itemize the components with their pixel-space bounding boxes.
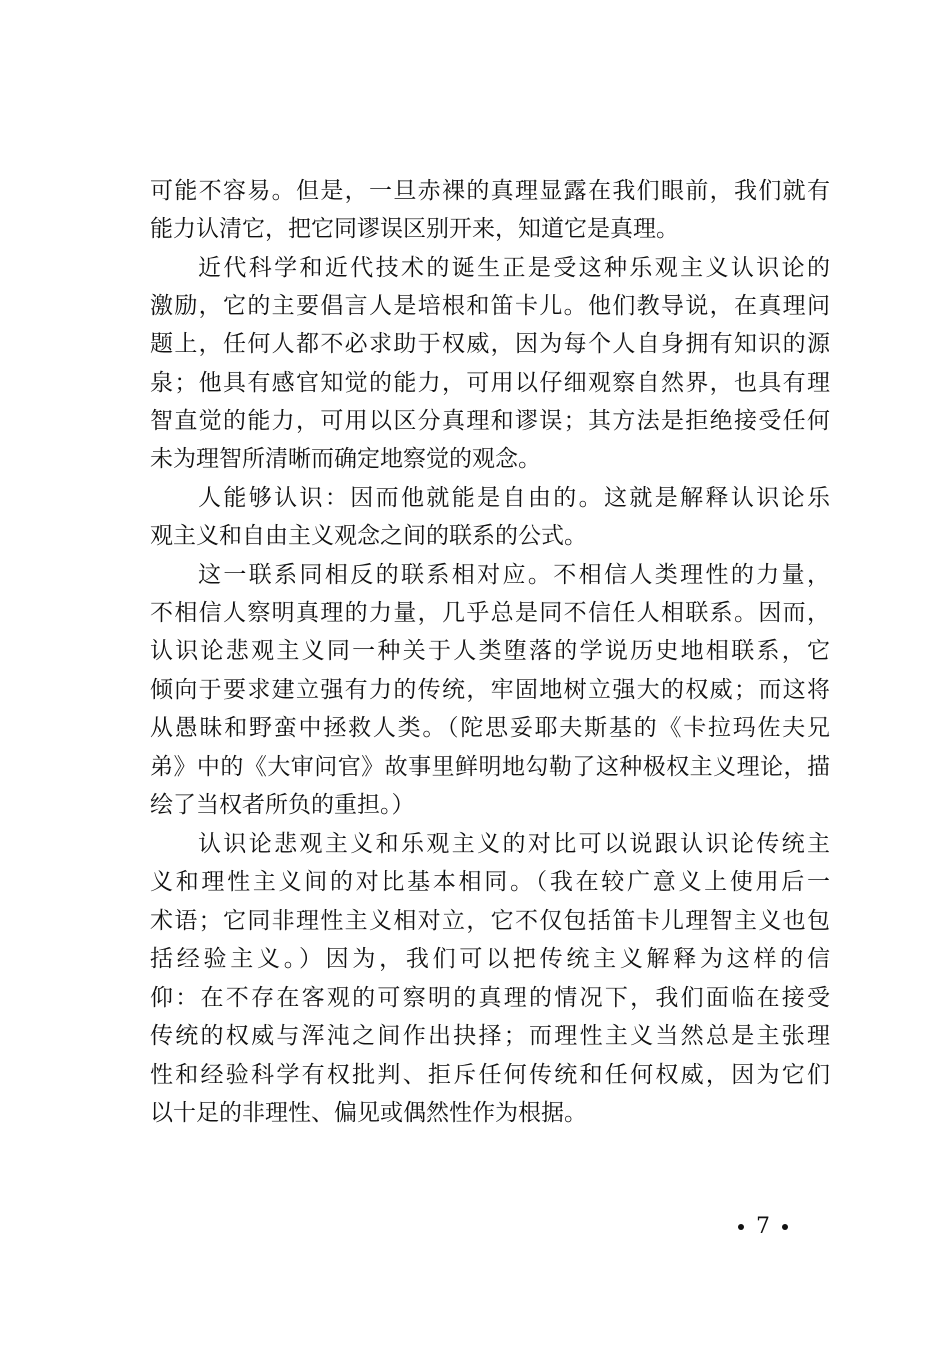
text-line: 义和理性主义间的对比基本相同。（我在较广意义上使用后一 xyxy=(150,869,830,895)
text-line: 未为理智所清晰而确定地察觉的观念。 xyxy=(150,446,541,472)
text-line: 认识论悲观主义和乐观主义的对比可以说跟认识论传统主 xyxy=(198,831,830,857)
page-number-value: 7 xyxy=(756,1214,770,1239)
bullet-dot-icon xyxy=(738,1224,744,1230)
text-line: 人能够认识：因而他就能是自由的。这就是解释认识论乐 xyxy=(198,485,830,511)
text-line: 仰：在不存在客观的可察明的真理的情况下，我们面临在接受 xyxy=(150,985,830,1011)
text-line: 绘了当权者所负的重担。） xyxy=(150,792,415,818)
text-line: 能力认清它，把它同谬误区别开来，知道它是真理。 xyxy=(150,216,679,242)
text-line: 不相信人察明真理的力量，几乎总是同不信任人相联系。因而， xyxy=(150,600,830,626)
text-line: 可能不容易。但是，一旦赤裸的真理显露在我们眼前，我们就有 xyxy=(150,178,830,204)
text-line: 术语；它同非理性主义相对立，它不仅包括笛卡儿理智主义也包 xyxy=(150,908,830,934)
page-number xyxy=(726,1212,800,1242)
text-line: 以十足的非理性、偏见或偶然性作为根据。 xyxy=(150,1100,587,1126)
text-line: 观主义和自由主义观念之间的联系的公式。 xyxy=(150,523,587,549)
text-line: 传统的权威与浑沌之间作出抉择；而理性主义当然总是主张理 xyxy=(150,1023,830,1049)
text-line: 括经验主义。）因为，我们可以把传统主义解释为这样的信 xyxy=(150,946,830,972)
text-line: 弟》中的《大审问官》故事里鲜明地勾勒了这种极权主义理论，描 xyxy=(150,754,830,780)
text-line: 智直觉的能力，可用以区分真理和谬误；其方法是拒绝接受任何 xyxy=(150,408,830,434)
text-line: 性和经验科学有权批判、拒斥任何传统和任何权威，因为它们 xyxy=(150,1062,830,1088)
text-line: 题上，任何人都不必求助于权威，因为每个人自身拥有知识的源 xyxy=(150,331,830,357)
text-line: 这一联系同相反的联系相对应。不相信人类理性的力量， xyxy=(198,562,830,588)
text-line: 倾向于要求建立强有力的传统，牢固地树立强大的权威；而这将 xyxy=(150,677,830,703)
text-line: 近代科学和近代技术的诞生正是受这种乐观主义认识论的 xyxy=(198,255,830,281)
text-line: 泉；他具有感官知觉的能力，可用以仔细观察自然界，也具有理 xyxy=(150,370,830,396)
text-line: 激励，它的主要倡言人是培根和笛卡儿。他们教导说，在真理问 xyxy=(150,293,830,319)
text-line: 认识论悲观主义同一种关于人类堕落的学说历史地相联系，它 xyxy=(150,638,830,664)
bullet-dot-icon xyxy=(782,1224,788,1230)
text-line: 从愚昧和野蛮中拯救人类。（陀思妥耶夫斯基的《卡拉玛佐夫兄 xyxy=(150,715,830,741)
